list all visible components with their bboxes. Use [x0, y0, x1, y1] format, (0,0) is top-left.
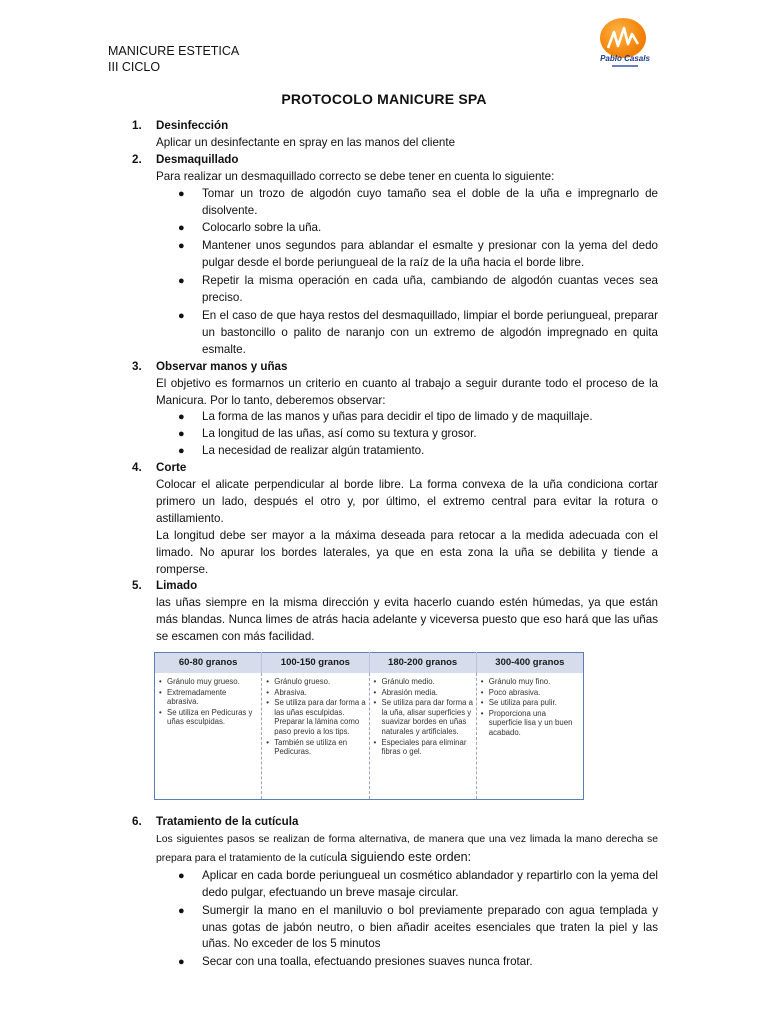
cell-item: • Se utiliza para pulir. — [481, 698, 581, 708]
table-header: 60-80 granos — [155, 653, 262, 674]
section-corte — [108, 460, 658, 578]
grit-table — [154, 652, 584, 800]
table-cell — [262, 673, 369, 800]
section-limado — [108, 578, 658, 800]
cell-item: • Se utiliza para dar forma a la uña, alisar superficies y suavizar bordes en uñas naturales y artificiales. — [374, 698, 474, 736]
bullet-icon: ● — [178, 309, 185, 322]
section-desmaquillado — [108, 152, 658, 186]
table-cell — [369, 673, 476, 800]
cell-item: • Gránulo muy grueso. — [159, 677, 259, 687]
table-header-row — [155, 653, 584, 674]
section-number: 1. — [132, 119, 142, 132]
list-item: ● Repetir la misma operación en cada uña, cambiando de algodón cuantas veces sea preciso. — [178, 274, 658, 305]
bullet-icon: ● — [178, 275, 185, 288]
course-name: MANICURE ESTETICA — [108, 44, 240, 58]
section-paragraph: Colocar el alicate perpendicular al borde libre. La forma convexa de la uña condiciona cortar primero un lado, después el otro y, por último, el extremo central para evitar la rotura o astillamiento. — [156, 478, 658, 525]
pablo-casals-logo — [594, 18, 656, 72]
list-item: ● Mantener unos segundos para ablandar el esmalte y presionar con la yema del dedo pulgar desde el borde periungueal de la raíz de la uña hacia el borde libre. — [178, 239, 658, 270]
intro-part-b: la siguiendo este orden: — [337, 849, 472, 864]
page-title: PROTOCOLO MANICURE SPA — [281, 91, 487, 107]
section-intro: Para realizar un desmaquillado correcto se debe tener en cuenta lo siguiente: — [156, 169, 555, 183]
cell-item: • Abrasiva. — [266, 688, 366, 698]
section-heading: Desinfección — [156, 119, 229, 132]
section-heading: Tratamiento de la cutícula — [156, 815, 299, 829]
table-header: 100-150 granos — [262, 653, 369, 674]
section-intro — [156, 831, 658, 868]
bullet-icon: ● — [178, 445, 185, 458]
intro-part-a: Los siguientes pasos se realizan de forma alternativa, de manera que una vez limada la mano derecha se prepara para el tratamiento de la cutícu — [156, 834, 658, 864]
section-number: 5. — [132, 579, 142, 593]
section-desinfeccion — [108, 118, 658, 152]
table-cell — [155, 673, 262, 800]
bullet-list — [108, 409, 658, 460]
cell-item: • Se utiliza para dar forma a las uñas esculpidas. Preparar la lámina como paso previo a los tips. — [266, 698, 366, 736]
section-intro: El objetivo es formarnos un criterio en cuanto al trabajo a seguir durante todo el proceso de la Manicura. Por lo tanto, deberemos observar: — [156, 376, 658, 407]
section-heading: Corte — [156, 461, 187, 475]
list-item: ● Aplicar en cada borde periungueal un cosmético ablandador y repartirlo con la yema del dedo pulgar, efectuando un breve masaje circular. — [178, 868, 658, 899]
list-item: ● La necesidad de realizar algún tratamiento. — [108, 443, 658, 460]
table-row — [155, 673, 584, 800]
list-item: ● Tomar un trozo de algodón cuyo tamaño sea el doble de la uña e impregnarlo de disolvente. — [178, 186, 658, 217]
bullet-icon: ● — [178, 222, 185, 235]
table-cell — [476, 673, 583, 800]
list-item: ● La longitud de las uñas, así como su textura y grosor. — [108, 426, 658, 443]
bullet-icon: ● — [178, 904, 185, 917]
bullet-icon: ● — [178, 411, 185, 424]
course-cycle: III CICLO — [108, 60, 161, 74]
cell-item: • Proporciona una superficie lisa y un buen acabado. — [481, 709, 581, 738]
table-header: 300-400 granos — [476, 653, 583, 674]
cell-item: • Se utiliza en Pedicuras y uñas esculpidas. — [159, 708, 259, 727]
section-heading: Limado — [156, 579, 198, 593]
bullet-list — [108, 868, 658, 971]
logo-underline — [612, 65, 638, 67]
bullet-icon: ● — [178, 869, 185, 882]
bullet-icon: ● — [178, 187, 185, 200]
bullet-icon: ● — [178, 956, 185, 969]
section-number: 2. — [132, 152, 142, 166]
section-paragraph: La longitud debe ser mayor a la máxima deseada para retocar a la medida adecuada con el limado. No apurar los bordes laterales, ya que en esta zona la uña se debilita y tiende a romperse. — [156, 528, 658, 576]
table-header: 180-200 granos — [369, 653, 476, 674]
cell-item: • Extremadamente abrasiva. — [159, 688, 259, 707]
cell-item: • Gránulo medio. — [374, 677, 474, 687]
cell-item: • Especiales para eliminar fibras o gel. — [374, 738, 474, 757]
section-heading: Observar manos y uñas — [156, 359, 288, 373]
list-item: ● Colocarlo sobre la uña. — [108, 220, 658, 237]
section-number: 3. — [132, 359, 142, 373]
bullet-list — [108, 186, 658, 359]
section-number: 6. — [132, 815, 142, 829]
document-header — [108, 43, 239, 75]
section-observar — [108, 359, 658, 410]
logo-text: Pablo Casals — [600, 54, 650, 63]
section-cuticula — [108, 814, 658, 868]
document-body — [108, 118, 658, 971]
list-item: ● En el caso de que haya restos del desmaquillado, limpiar el borde periungueal, preparar un bastoncillo o palito de naranjo con un extremo de algodón impregnado en quita esmalte. — [178, 308, 658, 356]
cell-item: • Abrasión media. — [374, 688, 474, 698]
list-item: ● Sumergir la mano en el maniluvio o bol previamente preparado con agua templada y unas gotas de jabón neutro, o bien añadir aceites esenciales que traten la piel y las uñas. No exceder de los 5 minutos — [178, 903, 658, 951]
section-text: Aplicar un desinfectante en spray en las manos del cliente — [156, 135, 456, 149]
cell-item: • Gránulo muy fino. — [481, 677, 581, 687]
list-item: ● La forma de las manos y uñas para decidir el tipo de limado y de maquillaje. — [108, 409, 658, 426]
section-heading: Desmaquillado — [156, 152, 239, 166]
bullet-icon: ● — [178, 240, 185, 253]
list-item: ● Secar con una toalla, efectuando presiones suaves nunca frotar. — [108, 954, 658, 971]
section-number: 4. — [132, 461, 142, 475]
cell-item: • Poco abrasiva. — [481, 688, 581, 698]
section-text: las uñas siempre en la misma dirección y evita hacerlo cuando estén húmedas, ya que están más blandas. Nunca limes de atrás hacia adelante y viceversa puesto que eso hará que las uñas se escamen con más facilidad. — [156, 596, 658, 644]
logo-wave-icon — [600, 22, 646, 58]
cell-item: • Gránulo grueso. — [266, 677, 366, 687]
bullet-icon: ● — [178, 428, 185, 441]
cell-item: • También se utiliza en Pedicuras. — [266, 738, 366, 757]
